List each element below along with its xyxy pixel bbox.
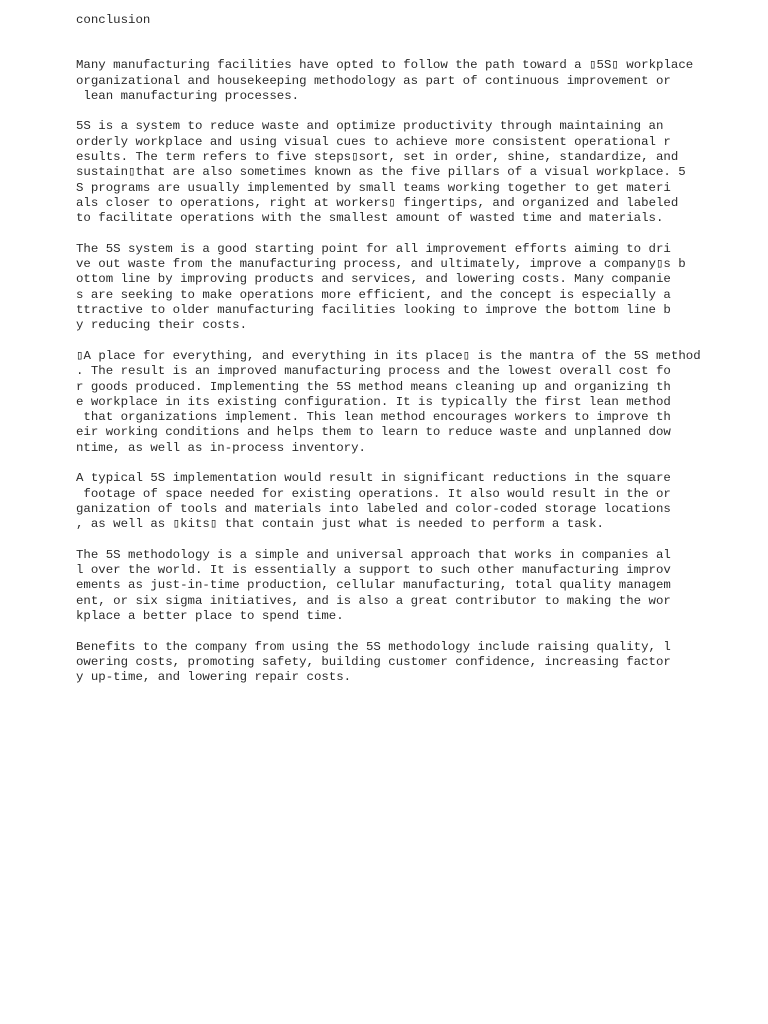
paragraph-line: Many manufacturing facilities have opted to follow the path toward a ▯5S▯ workplace [76, 58, 694, 73]
paragraph-line: A typical 5S implementation would result in significant reductions in the square [76, 471, 671, 486]
paragraph-line: to facilitate operations with the smallest amount of wasted time and materials. [76, 211, 664, 226]
paragraph-line: ntime, as well as in-process inventory. [76, 440, 366, 455]
paragraph-line: l over the world. It is essentially a support to such other manufacturing improv [76, 563, 671, 578]
paragraph-line: kplace a better place to spend time. [76, 608, 344, 623]
paragraph [76, 119, 716, 226]
paragraph-line: y up-time, and lowering repair costs. [76, 670, 352, 685]
paragraph [76, 349, 716, 456]
paragraph-line: ottom line by improving products and services, and lowering costs. Many companie [76, 272, 671, 287]
paragraph-line: Benefits to the company from using the 5S methodology include raising quality, l [76, 639, 671, 654]
paragraph-line: sustain▯that are also sometimes known as the five pillars of a visual workplace. 5 [76, 165, 686, 180]
paragraph-line: y reducing their costs. [76, 318, 248, 333]
paragraph [76, 242, 716, 334]
paragraph-line: 5S is a system to reduce waste and optimize productivity through maintaining an [76, 119, 664, 134]
paragraph-line: S programs are usually implemented by small teams working together to get materi [76, 180, 671, 195]
paragraph-line: ements as just-in-time production, cellular manufacturing, total quality managem [76, 578, 671, 593]
paragraph [76, 548, 716, 624]
paragraph [76, 58, 716, 104]
paragraph-line: eir working conditions and helps them to learn to reduce waste and unplanned dow [76, 425, 671, 440]
paragraph-line: , as well as ▯kits▯ that contain just what is needed to perform a task. [76, 517, 604, 532]
paragraph-line: esults. The term refers to five steps▯sort, set in order, shine, standardize, and [76, 150, 679, 165]
paragraph-line: The 5S system is a good starting point for all improvement efforts aiming to dri [76, 241, 671, 256]
paragraph-line: s are seeking to make operations more efficient, and the concept is especially a [76, 287, 671, 302]
paragraph-line: The 5S methodology is a simple and universal approach that works in companies al [76, 547, 671, 562]
paragraph-line: owering costs, promoting safety, building customer confidence, increasing factor [76, 654, 671, 669]
paragraph-line: e workplace in its existing configuration. It is typically the first lean method [76, 394, 671, 409]
paragraph-line: als closer to operations, right at workers▯ fingertips, and organized and labeled [76, 195, 679, 210]
paragraph [76, 640, 716, 686]
paragraph-line: ve out waste from the manufacturing process, and ultimately, improve a company▯s b [76, 257, 686, 272]
paragraph-line: that organizations implement. This lean method encourages workers to improve th [76, 410, 671, 425]
paragraph-line: footage of space needed for existing operations. It also would result in the or [76, 486, 671, 501]
paragraph-line: lean manufacturing processes. [76, 88, 300, 103]
paragraph-line: ganization of tools and materials into labeled and color-coded storage locations [76, 501, 671, 516]
paragraph-line: r goods produced. Implementing the 5S method means cleaning up and organizing th [76, 379, 671, 394]
paragraph-line: ttractive to older manufacturing facilities looking to improve the bottom line b [76, 303, 671, 318]
paragraph [76, 471, 716, 532]
paragraph-line: . The result is an improved manufacturing process and the lowest overall cost fo [76, 364, 671, 379]
document-title: conclusion [76, 13, 151, 27]
paragraph-line: orderly workplace and using visual cues to achieve more consistent operational r [76, 134, 671, 149]
document-body [76, 58, 716, 685]
paragraph-line: organizational and housekeeping methodology as part of continuous improvement or [76, 73, 671, 88]
paragraph-line: ▯A place for everything, and everything in its place▯ is the mantra of the 5S method [76, 348, 701, 363]
paragraph-line: ent, or six sigma initiatives, and is also a great contributor to making the wor [76, 593, 671, 608]
document-page [76, 13, 716, 701]
